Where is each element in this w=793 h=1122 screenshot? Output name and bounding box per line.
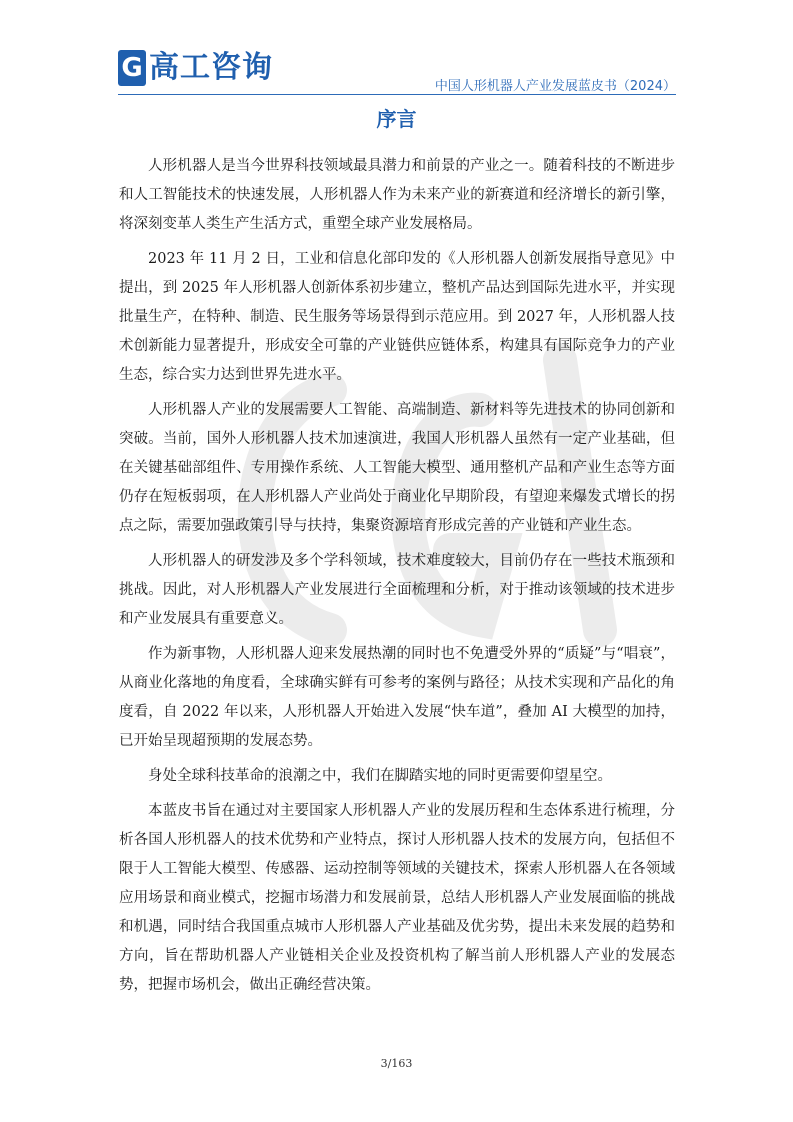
company-logo <box>118 48 273 88</box>
header-divider <box>118 94 676 95</box>
paragraph: 人形机器人是当今世界科技领域最具潜力和前景的产业之一。随着科技的不断进步和人工智能技术的快速发展，人形机器人作为未来产业的新赛道和经济增长的新引擎，将深刻变革人类生产生活方式，重塑全球产业发展格局。 <box>119 158 675 232</box>
book-title: 中国人形机器人产业发展蓝皮书（2024） <box>434 79 676 94</box>
section-title: 序言 <box>376 107 417 131</box>
paragraph: 人形机器人产业的发展需要人工智能、高端制造、新材料等先进技术的协同创新和突破。当前，国外人形机器人技术加速演进，我国人形机器人虽然有一定产业基础，但在关键基础部组件、专用操作系统、人工智能大模型、通用整机产品和产业生态等方面仍存在短板弱项，在人形机器人产业尚处于商业化早期阶段，有望迎来爆发式增长的拐点之际，需要加强政策引导与扶持，集聚资源培育形成完善的产业链和产业生态。 <box>119 402 675 534</box>
logo-letter: G <box>121 53 143 83</box>
paragraph: 作为新事物，人形机器人迎来发展热潮的同时也不免遭受外界的“质疑”与“唱衰”，从商业化落地的角度看，全球确实鲜有可参考的案例与路径；从技术实现和产品化的角度看，自 2022 年以来，人形机器人开始进入发展“快车道”，叠加 AI 大模型的加持，已开始呈现超预期的发展态势。 <box>119 646 675 749</box>
paragraph: 2023 年 11 月 2 日，工业和信息化部印发的《人形机器人创新发展指导意见》中提出，到 2025 年人形机器人创新体系初步建立，整机产品达到国际先进水平，并实现批量生产，在特种、制造、民生服务等场景得到示范应用。到 2027 年，人形机器人技术创新能力显著提升，形成安全可靠的产业链供应链体系，构建具有国际竞争力的产业生态，综合实力达到世界先进水平。 <box>119 251 675 383</box>
paragraph: 本蓝皮书旨在通过对主要国家人形机器人产业的发展历程和生态体系进行梳理，分析各国人形机器人的技术优势和产业特点，探讨人形机器人技术的发展方向，包括但不限于人工智能大模型、传感器、运动控制等领域的关键技术，探索人形机器人在各领域应用场景和商业模式，挖掘市场潜力和发展前景，总结人形机器人产业发展面临的挑战和机遇，同时结合我国重点城市人形机器人产业基础及优劣势，提出未来发展的趋势和方向，旨在帮助机器人产业链相关企业及投资机构了解当前人形机器人产业的发展态势，把握市场机会，做出正确经营决策。 <box>119 803 675 993</box>
page-number: 3/163 <box>380 1057 413 1070</box>
page-header <box>118 48 676 98</box>
paragraph: 人形机器人的研发涉及多个学科领域，技术难度较大，目前仍存在一些技术瓶颈和挑战。因此，对人形机器人产业发展进行全面梳理和分析，对于推动该领域的技术进步和产业发展具有重要意义。 <box>119 553 675 627</box>
logo-text: 高工咨询 <box>149 50 273 85</box>
logo-mark <box>118 50 146 86</box>
body-text <box>119 152 675 1006</box>
paragraph: 身处全球科技革命的浪潮之中，我们在脚踏实地的同时更需要仰望星空。 <box>148 768 612 784</box>
